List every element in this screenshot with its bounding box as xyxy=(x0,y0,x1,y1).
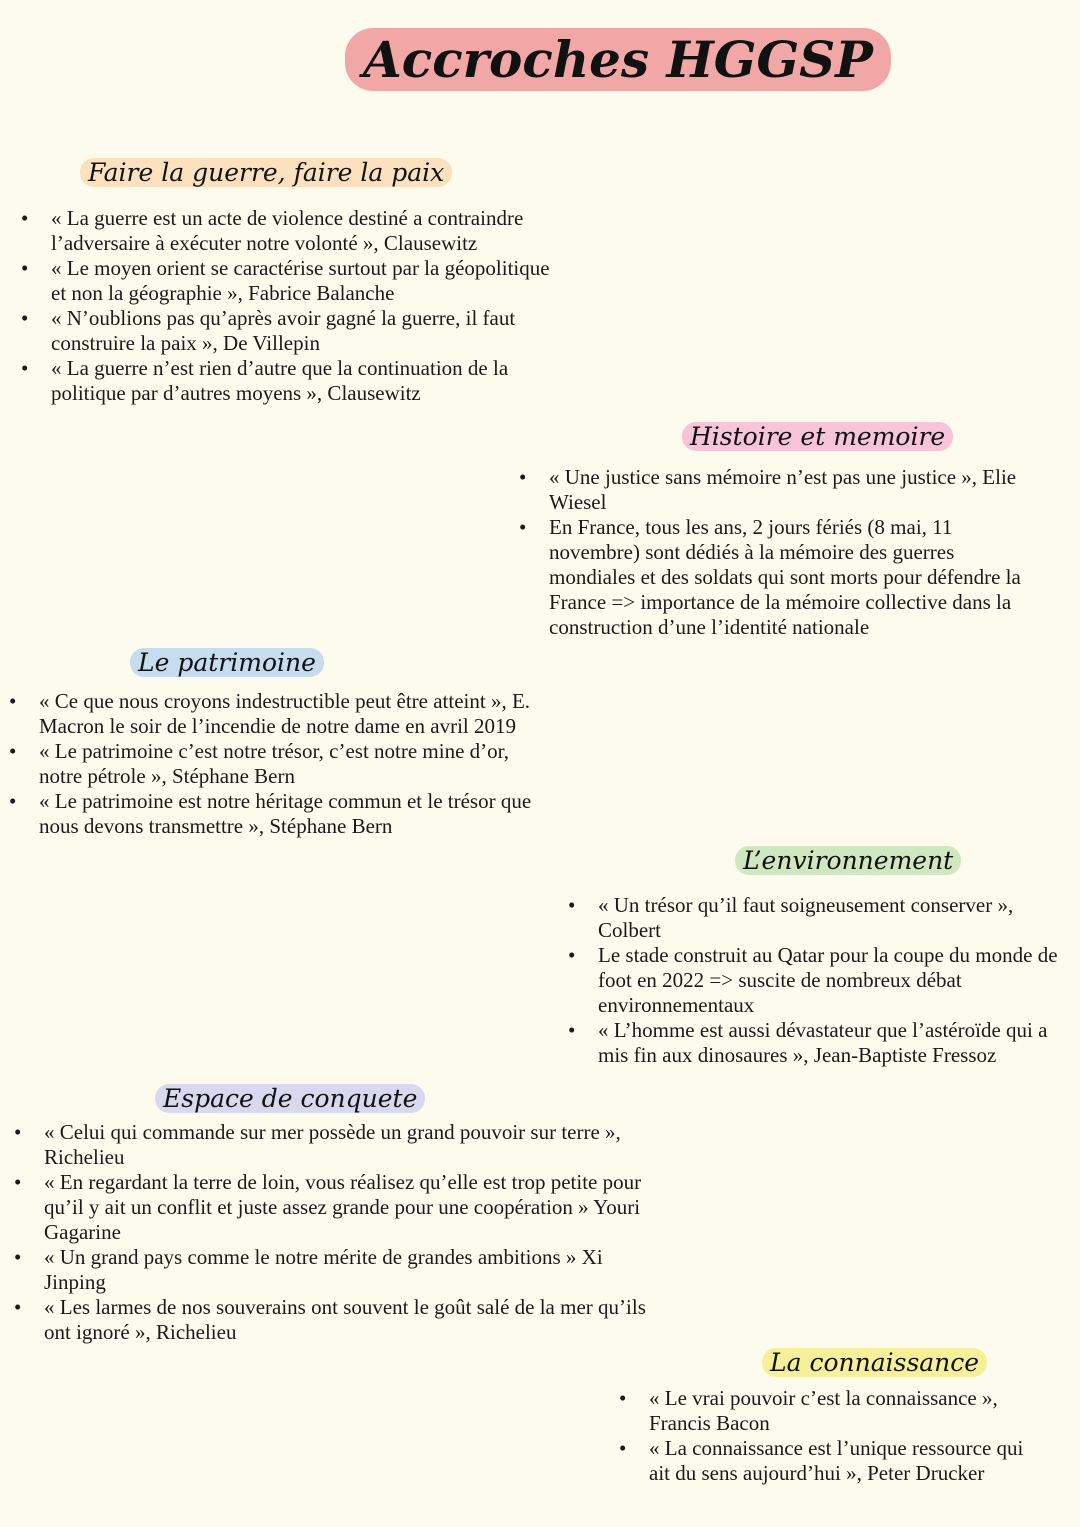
list-item: • En France, tous les ans, 2 jours fériés (8 mai, 11 novembre) sont dédiés à la mémoire des guerres mondiales et des soldats qui sont morts pour défendre la France => importance de la mémoire collective dans la construction d’une l’identité nationale xyxy=(549,515,1039,640)
list-item: • « Celui qui commande sur mer possède un grand pouvoir sur terre », Richelieu xyxy=(44,1120,649,1170)
list-item: • « La guerre n’est rien d’autre que la continuation de la politique par d’autres moyens », Clausewitz xyxy=(51,356,551,406)
list-item: • « Le moyen orient se caractérise surtout par la géopolitique et non la géographie », Fabrice Balanche xyxy=(51,256,551,306)
list-item: • « Une justice sans mémoire n’est pas une justice », Elie Wiesel xyxy=(549,465,1039,515)
list-item: • « L’homme est aussi dévastateur que l’astéroïde qui a mis fin aux dinosaures », Jean-Baptiste Fressoz xyxy=(598,1018,1058,1068)
list-item: • « Le patrimoine c’est notre trésor, c’est notre mine d’or, notre pétrole », Stéphane Bern xyxy=(39,739,534,789)
section-list-espace-conquete xyxy=(44,1120,649,1345)
list-item: • « N’oublions pas qu’après avoir gagné la guerre, il faut construire la paix », De Villepin xyxy=(51,306,551,356)
section-list-guerre-paix xyxy=(51,206,551,406)
section-heading-patrimoine: Le patrimoine xyxy=(130,648,324,677)
list-item: • « La connaissance est l’unique ressource qui ait du sens aujourd’hui », Peter Drucker xyxy=(649,1436,1049,1486)
section-heading-environnement: L’environnement xyxy=(735,846,961,875)
list-item: • « En regardant la terre de loin, vous réalisez qu’elle est trop petite pour qu’il y ait un conflit et juste assez grande pour une coopération » Youri Gagarine xyxy=(44,1170,649,1245)
list-item: • « Un grand pays comme le notre mérite de grandes ambitions » Xi Jinping xyxy=(44,1245,649,1295)
list-item: • « Le vrai pouvoir c’est la connaissance », Francis Bacon xyxy=(649,1386,1049,1436)
section-heading-espace-conquete: Espace de conquete xyxy=(155,1084,425,1113)
list-item: • Le stade construit au Qatar pour la coupe du monde de foot en 2022 => suscite de nombreux débat environnementaux xyxy=(598,943,1058,1018)
section-list-environnement xyxy=(598,893,1058,1068)
section-list-connaissance xyxy=(649,1386,1049,1486)
page-title: Accroches HGGSP xyxy=(345,28,891,91)
list-item: • « Ce que nous croyons indestructible peut être atteint », E. Macron le soir de l’incendie de notre dame en avril 2019 xyxy=(39,689,534,739)
list-item: • « Les larmes de nos souverains ont souvent le goût salé de la mer qu’ils ont ignoré », Richelieu xyxy=(44,1295,649,1345)
section-list-patrimoine xyxy=(39,689,534,839)
section-list-histoire-memoire xyxy=(549,465,1039,640)
section-heading-connaissance: La connaissance xyxy=(762,1348,987,1377)
list-item: • « La guerre est un acte de violence destiné a contraindre l’adversaire à exécuter notre volonté », Clausewitz xyxy=(51,206,551,256)
list-item: • « Le patrimoine est notre héritage commun et le trésor que nous devons transmettre », Stéphane Bern xyxy=(39,789,534,839)
list-item: • « Un trésor qu’il faut soigneusement conserver », Colbert xyxy=(598,893,1058,943)
section-heading-histoire-memoire: Histoire et memoire xyxy=(682,422,953,451)
section-heading-guerre-paix: Faire la guerre, faire la paix xyxy=(80,158,452,187)
